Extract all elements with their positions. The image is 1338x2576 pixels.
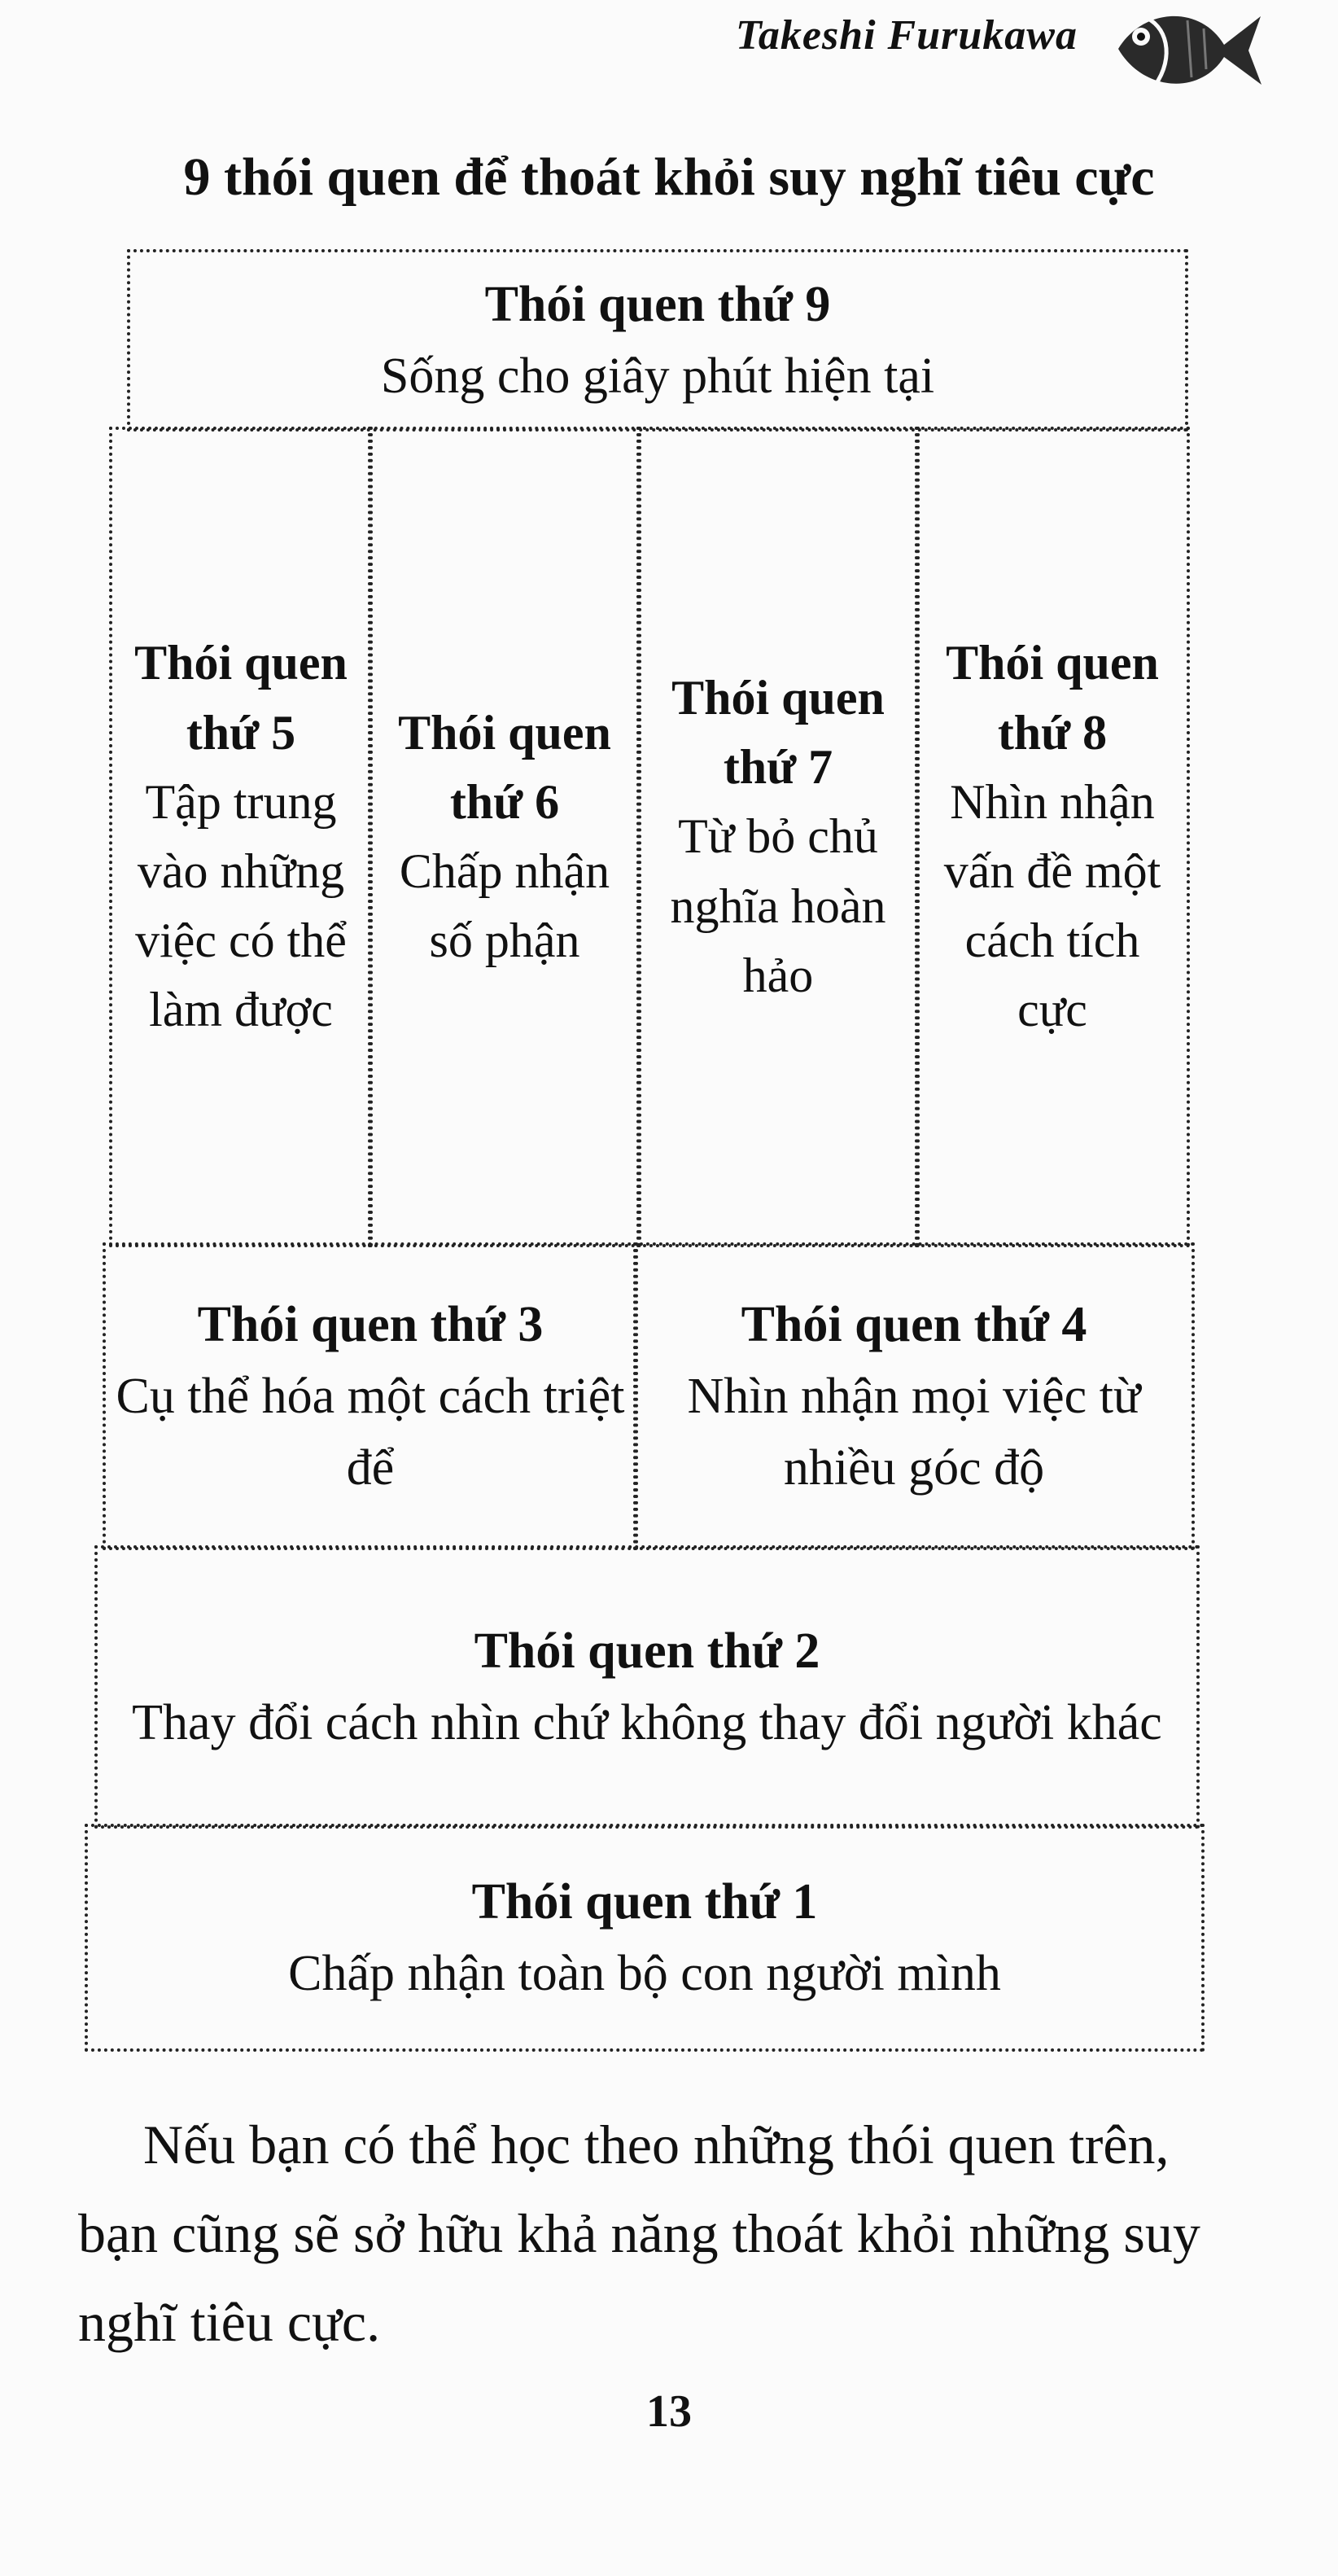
- habit-7-heading: Thói quen thứ 7: [671, 671, 885, 795]
- habit-3-heading: Thói quen thứ 3: [197, 1296, 544, 1352]
- habit-7-cell: [636, 427, 920, 1247]
- habit-5-cell: [109, 427, 373, 1247]
- habit-3-text: Cụ thể hóa một cách triệt để: [116, 1368, 625, 1496]
- habit-8-cell: [915, 427, 1190, 1247]
- habit-9-heading: Thói quen thứ 9: [484, 276, 831, 332]
- habit-5-heading: Thói quen thứ 5: [134, 636, 348, 760]
- habit-8-heading: Thói quen thứ 8: [946, 636, 1159, 760]
- habit-4-cell: [633, 1242, 1195, 1550]
- habit-8-text: Nhìn nhận vấn đề một cách tích cực: [943, 774, 1161, 1037]
- habit-1-cell: [85, 1824, 1205, 2052]
- habit-6-cell: [368, 427, 641, 1247]
- habit-9-cell: [127, 249, 1188, 432]
- habit-9-text: Sống cho giây phút hiện tại: [380, 348, 935, 404]
- habit-6-heading: Thói quen thứ 6: [398, 705, 611, 829]
- habit-2-text: Thay đổi cách nhìn chứ không thay đổi người khác: [132, 1695, 1162, 1750]
- habit-2-cell: [94, 1545, 1200, 1829]
- author-name: Takeshi Furukawa: [735, 12, 1078, 59]
- habit-2-heading: Thói quen thứ 2: [474, 1623, 820, 1679]
- page-header: [0, 0, 1338, 114]
- habit-4-text: Nhìn nhận mọi việc từ nhiều góc độ: [687, 1368, 1141, 1496]
- habit-7-text: Từ bỏ chủ nghĩa hoàn hảo: [670, 809, 886, 1002]
- fish-icon: [1110, 0, 1265, 98]
- habit-1-heading: Thói quen thứ 1: [471, 1873, 818, 1930]
- page-title: 9 thói quen để thoát khỏi suy nghĩ tiêu cực: [183, 147, 1155, 207]
- habit-4-heading: Thói quen thứ 4: [741, 1296, 1087, 1352]
- habit-1-text: Chấp nhận toàn bộ con người mình: [288, 1946, 1001, 2001]
- body-paragraph: [78, 2101, 1218, 2366]
- habit-5-text: Tập trung vào những việc có thể làm được: [135, 774, 347, 1037]
- page-number: 13: [646, 2386, 692, 2437]
- body-paragraph-text: Nếu bạn có thể học theo những thói quen trên, bạn cũng sẽ sở hữu khả năng thoát khỏi những suy nghĩ tiêu cực.: [78, 2114, 1200, 2353]
- habit-6-text: Chấp nhận số phận: [399, 844, 610, 968]
- habit-3-cell: [103, 1242, 638, 1550]
